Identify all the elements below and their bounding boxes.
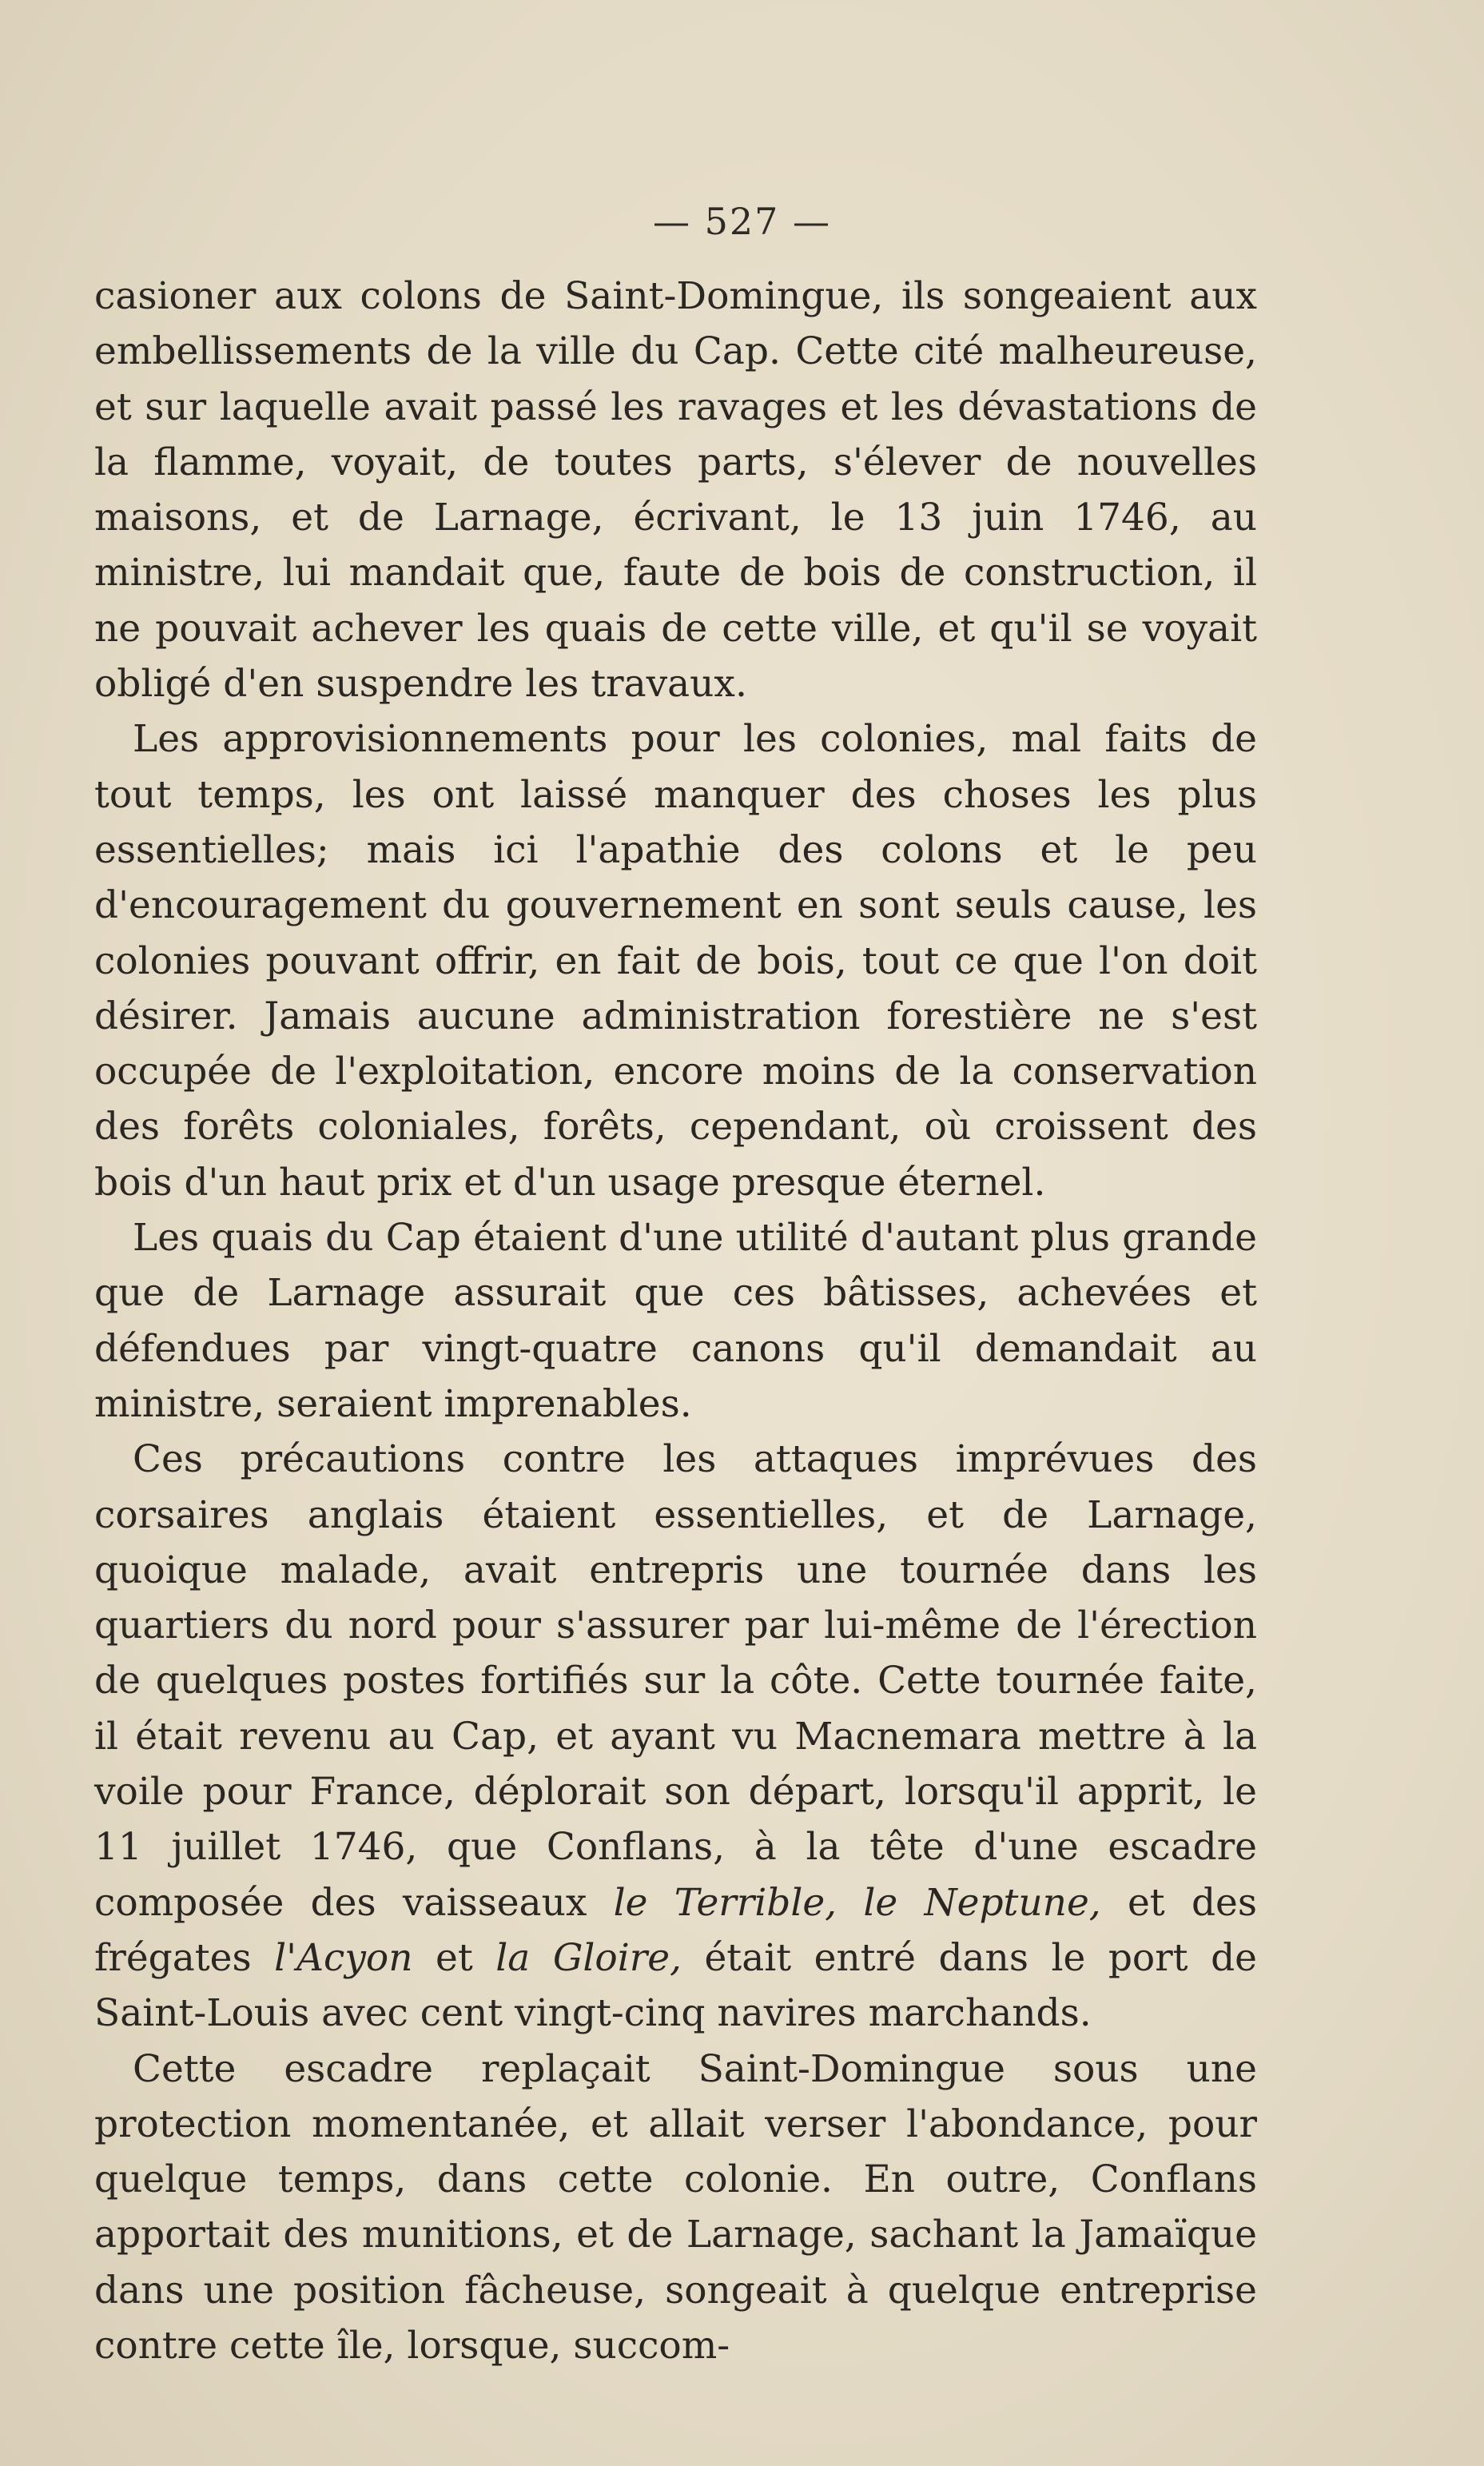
paragraph-5: Cette escadre replaçait Saint-Domingue sous une protection momentanée, et allait verser l'abondance, pour quelque temps, dans cette colonie. En outre, Conflans apportait des munitions, et de Larnage, sachant la Jamaïque dans une position fâcheuse, songeait à quelque entreprise contre cette île, lorsque, succom-: [94, 2046, 1257, 2368]
paragraph-4-text-a: Ces précautions contre les attaques imprévues des corsaires anglais étaient essentielles, et de Larnage, quoique malade, avait entrepris une tournée dans les quartiers du nord pour s'assurer par lui-même de l'érection de quelques postes fortifiés sur la côte. Cette tournée faite, il était revenu au Cap, et ayant vu Macnemara mettre à la voile pour France, déplorait son départ, lorsqu'il apprit, le 11 juillet 1746, que Conflans, à la tête d'une escadre composée des vaisseaux: [94, 1437, 1257, 1925]
frigate-name-acyon: l'Acyon: [274, 1935, 413, 1980]
paragraph-1: casioner aux colons de Saint-Domingue, ils songeaient aux embellissements de la ville du Cap. Cette cité malheureuse, et sur laquelle avait passé les ravages et les dévastations de la flamme, voyait, de toutes parts, s'élever de nouvelles maisons, et de Larnage, écrivant, le 13 juin 1746, au ministre, lui mandait que, faute de bois de construction, il ne pouvait achever les quais de cette ville, et qu'il se voyait obligé d'en suspendre les travaux.: [94, 274, 1257, 707]
frigate-name-gloire: la Gloire,: [495, 1935, 682, 1980]
paragraph-4-text-c: et: [412, 1935, 496, 1980]
body-text: [94, 269, 1257, 2373]
paragraph-4-text-b: et des frégates: [94, 1880, 1257, 1980]
paragraph-2: Les approvisionnements pour les colonies, mal faits de tout temps, les ont laissé manquer des choses les plus essentielles; mais ici l'apathie des colons et le peu d'encouragement du gouvernement en sont seuls cause, les colonies pouvant offrir, en fait de bois, tout ce que l'on doit désirer. Jamais aucune administration forestière ne s'est occupée de l'exploitation, encore moins de la conservation des forêts coloniales, forêts, cependant, où croissent des bois d'un haut prix et d'un usage presque éternel.: [94, 717, 1257, 1205]
paragraph-3: Les quais du Cap étaient d'une utilité d'autant plus grande que de Larnage assurait que ces bâtisses, achevées et défendues par vingt-quatre canons qu'il demandait au ministre, seraient imprenables.: [94, 1216, 1257, 1426]
paragraph-4: [94, 1432, 1257, 2041]
ship-names-italic: le Terrible, le Neptune,: [613, 1880, 1101, 1925]
paragraph-4-text-d: était entré dans le port de Saint-Louis avec cent vingt-cinq navires marchands.: [94, 1935, 1258, 2036]
page-number: — 527 —: [652, 200, 832, 243]
